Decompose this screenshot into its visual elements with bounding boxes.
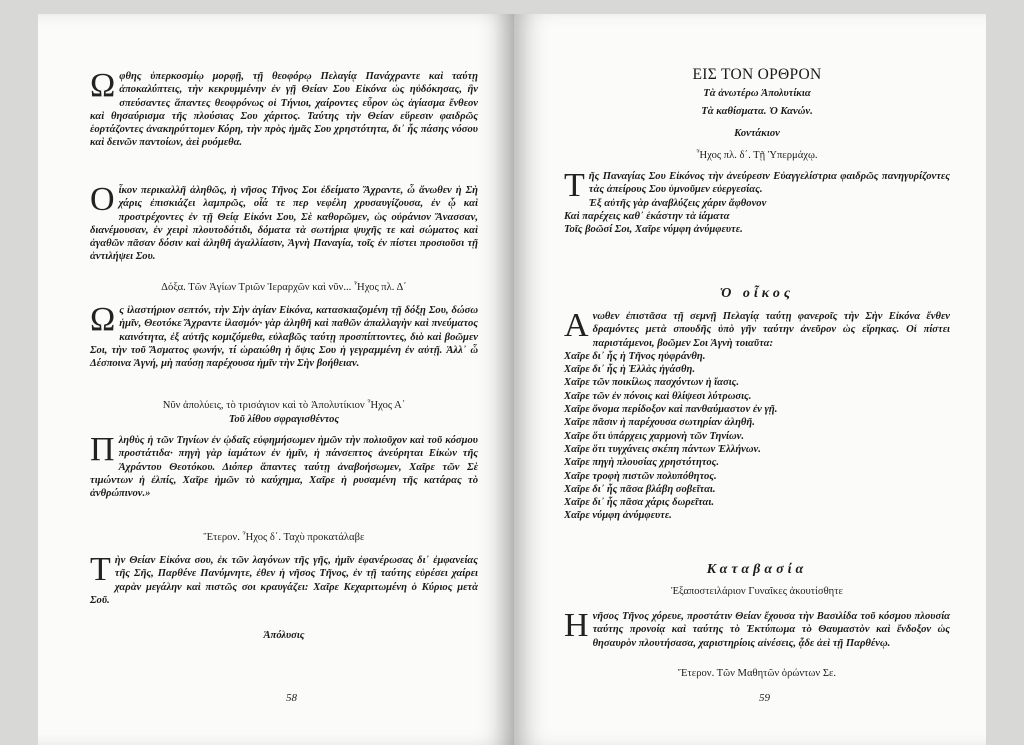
oikos-line: Χαῖρε δι᾿ ἧς ἡ Τῆνος ηὐφράνθη. — [564, 350, 706, 362]
dropcap: A — [564, 307, 589, 344]
katavasia-subtitle: Ἐξαποστειλάριον Γυναῖκες ἀκουτίσθητε — [671, 586, 843, 597]
kontakion-line-3: Τοῖς βοῶσί Σοι, Χαῖρε νύμφη ἀνύμφευτε. — [564, 224, 743, 236]
oikos-line: Χαῖρε νύμφη ἀνύμφευτε. — [564, 510, 672, 522]
oikos-line: Χαῖρε τροφὴ πιστῶν πολυπόθητος. — [564, 470, 717, 482]
left-rubric-apolytikion: Νῦν ἀπολύεις, τὸ τρισάγιον καὶ τὸ Ἀπολυτίκιον Ἦχος Α΄ — [162, 400, 406, 411]
para-text: ὴν Θείαν Εἰκόνα σου, ἐκ τῶν λαγόνων τῆς γῆς, ἡμῖν ἐφανέρωσας δι᾿ ἐμφανείας τῆς Σῆς, Παρθένε Πανύμνητε, ἐθεν ἡ νῆσος Τῆνος, ἐν τῇ ταύτης εὑρέσει χαίρει χαρὰν μεγάλην καὶ πιστῶς σοι κραυγάζει: Χαῖρε Κεχαριτωμένη ὁ Κύριος μετὰ Σοῦ. — [90, 555, 478, 606]
oikos-line: Χαῖρε δι᾿ ἧς πᾶσα χάρις δωρεῖται. — [564, 497, 714, 509]
left-para-3 — [90, 301, 478, 370]
dropcap: Ω — [90, 67, 116, 104]
right-sub-echos: Ἦχος πλ. δ΄. Τῇ Ὑπερμάχῳ. — [696, 150, 818, 161]
oikos-line: Χαῖρε πηγὴ πλουσίας χρηστότητος. — [564, 457, 719, 469]
para-text: νῆσος Τῆνος χόρευε, προστάτιν Θείαν ἔχουσα τὴν Βασιλίδα τοῦ κόσμου πλουσία ταύτης προνοίᾳ καὶ ταύτης τὸ Ἐκτύπωμα τὸ Θαυμαστὸν καὶ ἔνδοξον ὡς θησαυρὸν πλουτήσασα, χαριστηρίοις αἰνέσεις, ᾆδε ἀεὶ τῇ Παρθένῳ. — [592, 611, 950, 649]
oikos-line: Χαῖρε τῶν ἐν πόνοις καὶ θλίψεσι λύτρωσις. — [564, 390, 752, 402]
left-para-2 — [90, 181, 478, 264]
oikos-line: Χαῖρε τῶν ποικίλως πασχόντων ἡ ἴασις. — [564, 377, 740, 389]
right-page — [514, 14, 986, 745]
para-text: ληθὺς ἡ τῶν Τηνίων ἐν ᾠδαῖς εὐφημήσωμεν ἡμῶν τὴν πολιοῦχον καὶ τοῦ κόσμου προστάτιδα· πηγὴ γὰρ ἰαμάτων ἐν ἡμῖν, ἡ πάνσεπτος ἀνεύρηται Εἰκὼν τῆς Ἀχράντου Θεοτόκου. Διόπερ ἅπαντες ταύτῃ ἀναβοήσωμεν, Χαῖρε τῶν Σὲ τιμώντων ἡ ἐλπίς, Χαῖρε ἡμῶν τὸ καύχημα, Χαῖρε ἡ ρυσαμένη τῆς κατάρας τὸ ἀνθρώπινον.» — [90, 435, 478, 500]
left-para-4 — [90, 431, 478, 500]
left-rubric-doxa: Δόξα. Τῶν Ἁγίων Τριῶν Ἱεραρχῶν καὶ νῦν... Ἦχος πλ. Δ΄ — [161, 282, 407, 293]
right-sub-kontakion: Κοντάκιον — [734, 128, 780, 139]
oikos-line: Χαῖρε ὅτι τυγχάνεις σκέπη πάντων Ἑλλήνων. — [564, 443, 761, 455]
page-number-right: 59 — [759, 692, 770, 704]
left-text-column — [90, 14, 478, 745]
page-number-left: 58 — [286, 692, 297, 704]
katavasia-heading: Καταβασία — [706, 562, 808, 577]
kontakion-line-1: Ἐξ αὐτῆς γὰρ ἀναβλύζεις χάριν ἄφθονον — [588, 197, 767, 209]
left-para-5 — [90, 551, 478, 607]
left-page — [38, 14, 514, 745]
dropcap: H — [564, 607, 589, 644]
left-rubric-hymn-name: Τοῦ λίθου σφραγισθέντος — [228, 414, 340, 425]
oikos-line: Χαῖρε ὄνομα περίδοξον καὶ πανθαύμαστον ἐν γῇ. — [564, 404, 778, 416]
dropcap: Π — [90, 431, 115, 468]
right-sub-kathismata: Τὰ καθίσματα. Ὁ Κανών. — [701, 106, 813, 117]
left-rubric-apolysis: Ἀπόλυσις — [263, 630, 305, 641]
dropcap: T — [90, 551, 111, 588]
para-text: ς ἱλαστήριον σεπτόν, τὴν Σὴν ἁγίαν Εἰκόνα, κατασκιαζομένη τῇ δόξῃ Σου, δώσω ἡμῖν, Θεοτόκε Ἄχραντε ἱλασμόν· γὰρ ἀληθῆ καὶ παθῶν ἀπαλλαγὴν καὶ πνεύματος καινότητα, ἐξ αὐτῆς κομιζόμεθα, εὐλαβῶς ταύτῃ προσπίπτοντες, διὸ καὶ βοῶμεν Σοι, τὴν τοῦ Ἄσματος φωνήν, τί ὡραιώθη ἡ ὄψις Σου ἡ γεγραμμένη ἐν αὐτῇ. Ἀλλ᾿ ὦ Δέσποινα Ἁγνή, μὴ παύσῃ παρέχουσα ἡμῖν τὴν Σὴν βοήθειαν. — [90, 305, 478, 370]
dropcap: T — [564, 167, 585, 204]
section-title: ΕΙΣ ΤΟΝ ΟΡΘΡΟΝ — [692, 66, 822, 83]
left-rubric-heteron: Ἕτερον. Ἦχος δ΄. Ταχὺ προκατάλαβε — [203, 532, 365, 543]
oikos-line: Χαῖρε ὅτι ὑπάρχεις χαρμονὴ τῶν Τηνίων. — [564, 430, 744, 442]
oikos-line: Χαῖρε πᾶσιν ἡ παρέχουσα σωτηρίαν ἀληθῆ. — [564, 417, 755, 429]
kontakion-line-2: Καὶ παρέχεις καθ᾿ ἑκάστην τὰ ἰάματα — [564, 210, 730, 222]
oikos-line: Χαῖρε δι᾿ ἧς πᾶσα βλάβη σοβεῖται. — [564, 483, 716, 495]
para-text: νωθεν ἐπιστᾶσα τῇ σεμνῇ Πελαγίᾳ ταύτῃ φανεροῖς τὴν Σὴν Εἰκόνα ἔνθεν δραμόντες μετὰ σπουδῆς ὑπὸ γῆν ταύτην ἀνεῦρον ὡς εἴρηκας. Οἱ πίστει παριστάμενοι, βοῶμεν Σοι Ἁγνὴ τοιαῦτα: — [592, 311, 950, 349]
para-text: φθης ὑπερκοσμίῳ μορφῇ, τῇ θεοφόρῳ Πελαγίᾳ Πανάχραντε καὶ ταύτῃ ἀποκαλύπτεις, τὴν κεκρυμμένην ἐν γῇ Θείαν Σου Εἰκόνα ὡς ηὐδόκησας, ἣν σπεύσαντες ἅπαντες θεοφρόνως οἱ Τήνιοι, χαίροντες εὗρον ὡς ἁγίασμα ἔνθεον καὶ θησαύρισμα τῆς πλούσιας Σου χάριτος. Ταύτης τὴν Θείαν εὕρεσιν φαιδρῶς ἑορτάζοντες ἀνακηρύττομεν Κόρη, τὴν πρὸς ἡμᾶς Σου χρηστότητα, δι᾿ ἧς πάσης νόσου καὶ δεινῶν παντοίων, ἀεὶ ρυόμεθα. — [90, 71, 478, 149]
kontakion-para — [564, 167, 950, 236]
left-para-1 — [90, 67, 478, 150]
exapostilarion-para — [564, 607, 950, 650]
oikos-para — [564, 307, 950, 523]
right-text-column — [564, 14, 950, 745]
right-sub-apolytikia: Τὰ ἀνωτέρω Ἀπολυτίκια — [703, 88, 811, 99]
right-rubric-heteron: Ἕτερον. Τῶν Μαθητῶν ὁρώντων Σε. — [677, 668, 837, 679]
oikos-heading: Ὁ οἶκος — [719, 286, 795, 301]
dropcap: Ω — [90, 301, 116, 338]
dropcap: O — [90, 181, 115, 218]
para-text: ἶκον περικαλλῆ ἀληθῶς, ἡ νῆσος Τῆνος Σοι ἐδείματο Ἄχραντε, ὦ ἄνωθεν ἡ Σὴ χάρις ἐπισκιάζει λαμπρῶς, οἷά τε περ νεφέλη χρυσαυγίζουσα, ἐν ᾧ καὶ προστρέχοντες ἐν τῇ Θείᾳ Εἰκόνι Σου, Σὲ καθορῶμεν, ὡς οὐράνιον Ἄνασσαν, διανέμουσαν, ἐν χειρὶ πλουτοδότιδι, δόματα τὰ σωτήρια ψυχῆς τε καὶ σώματος καὶ ἀγαθῶν πᾶσαν δόσιν καὶ ἀληθῆ ἀγαλλίασιν, Ἁγνὴ Παναγία, τοῖς ἐν πίστει προσιοῦσι τῇ ἀντιλήψει Σου. — [90, 185, 478, 263]
oikos-line: Χαῖρε δι᾿ ἧς ἡ Ἑλλὰς ἠγάσθη. — [564, 364, 696, 376]
para-text: ῆς Παναγίας Σου Εἰκόνος τὴν ἀνεύρεσιν Εὐαγγελίστρια φαιδρῶς πανηγυρίζοντες τὰς ἀπείρους Σου ὑμνοῦμεν εὐεργεσίας. — [588, 171, 950, 196]
